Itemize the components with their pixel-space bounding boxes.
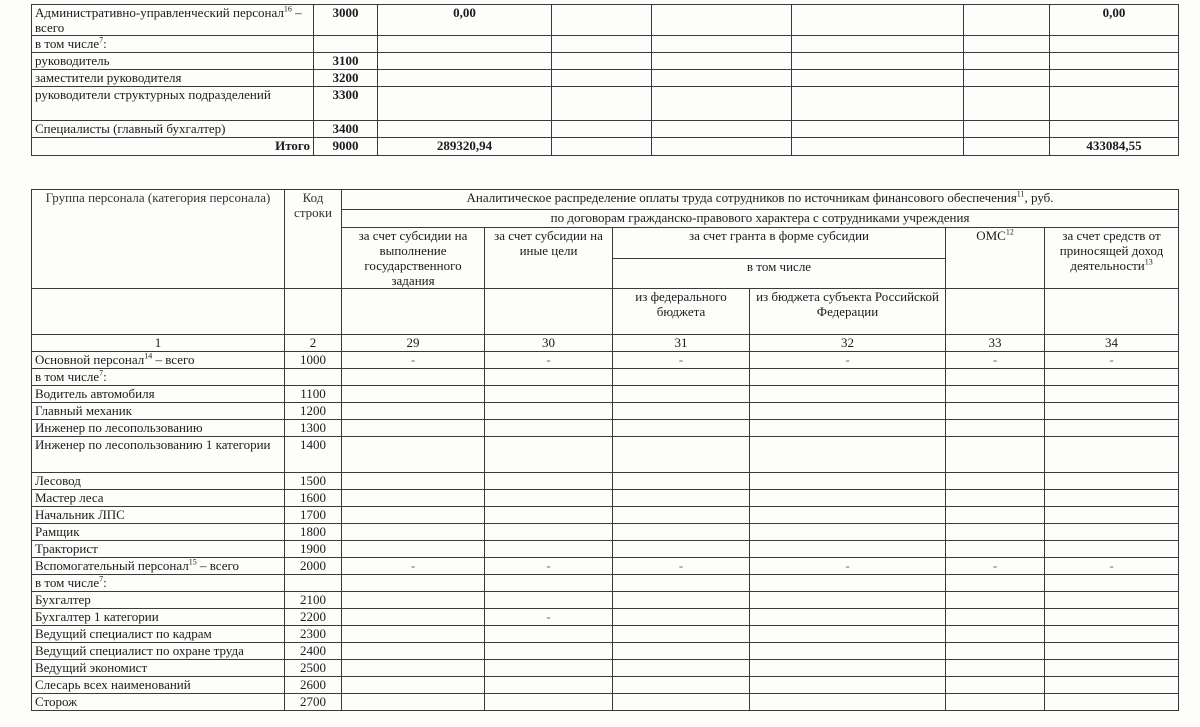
value-cell <box>750 369 946 386</box>
value-cell <box>378 121 552 138</box>
value-cell <box>485 626 613 643</box>
value-cell <box>946 677 1045 694</box>
value-cell <box>1045 677 1179 694</box>
row-label: в том числе$^7$: <box>32 36 314 53</box>
value-cell <box>750 507 946 524</box>
value-cell <box>342 609 485 626</box>
value-cell <box>613 575 750 592</box>
value-cell <box>552 138 652 156</box>
table-row <box>32 660 1179 677</box>
admin-table-row <box>32 121 1179 138</box>
row-code: 1900 <box>285 541 342 558</box>
value-cell <box>750 490 946 507</box>
value-cell <box>652 138 792 156</box>
row-code: 1300 <box>285 420 342 437</box>
value-cell <box>1050 70 1179 87</box>
value-cell <box>1045 437 1179 473</box>
value-cell <box>485 660 613 677</box>
header-including: в том числе <box>613 258 946 289</box>
value-cell <box>1050 53 1179 70</box>
table-row <box>32 575 1179 592</box>
value-cell: - <box>1045 558 1179 575</box>
value-cell <box>964 70 1050 87</box>
value-cell <box>485 473 613 490</box>
value-cell <box>613 592 750 609</box>
value-cell <box>342 541 485 558</box>
row-code: 3300 <box>314 87 378 121</box>
value-cell <box>1045 369 1179 386</box>
value-cell <box>964 87 1050 121</box>
column-number: 2 <box>285 335 342 352</box>
row-code: 2000 <box>285 558 342 575</box>
column-numbers-row <box>32 335 1179 352</box>
admin-table-row <box>32 5 1179 36</box>
value-cell <box>750 473 946 490</box>
value-cell: - <box>750 558 946 575</box>
table-row <box>32 386 1179 403</box>
value-cell <box>750 420 946 437</box>
row-code: 3100 <box>314 53 378 70</box>
value-cell <box>946 626 1045 643</box>
value-cell <box>964 5 1050 36</box>
value-cell <box>652 5 792 36</box>
value-cell <box>652 70 792 87</box>
value-cell <box>1045 609 1179 626</box>
value-cell <box>750 437 946 473</box>
row-code: 1700 <box>285 507 342 524</box>
value-cell <box>1050 121 1179 138</box>
value-cell <box>1045 541 1179 558</box>
row-label: Водитель автомобиля <box>32 386 285 403</box>
value-cell <box>1045 592 1179 609</box>
column-number: 34 <box>1045 335 1179 352</box>
value-cell <box>946 575 1045 592</box>
table-row <box>32 490 1179 507</box>
row-label: Слесарь всех наименований <box>32 677 285 694</box>
value-cell <box>485 369 613 386</box>
value-cell <box>342 592 485 609</box>
value-cell <box>1050 87 1179 121</box>
value-cell <box>485 643 613 660</box>
value-cell <box>1045 694 1179 711</box>
value-cell <box>1045 507 1179 524</box>
value-cell <box>750 575 946 592</box>
row-label: Главный механик <box>32 403 285 420</box>
row-label: заместители руководителя <box>32 70 314 87</box>
row-label: в том числе$^7$: <box>32 369 285 386</box>
row-label: руководитель <box>32 53 314 70</box>
value-cell <box>1045 626 1179 643</box>
value-cell <box>652 87 792 121</box>
value-cell <box>342 626 485 643</box>
admin-table-total-row <box>32 138 1179 156</box>
value-cell <box>485 403 613 420</box>
value-cell <box>652 36 792 53</box>
value-cell <box>1045 643 1179 660</box>
header-subsidy-state: за счет субсидии на выполнение государственного задания <box>342 228 485 289</box>
value-cell <box>750 524 946 541</box>
row-code: 3200 <box>314 70 378 87</box>
row-label: Начальник ЛПС <box>32 507 285 524</box>
row-code: 1200 <box>285 403 342 420</box>
row-code: 3000 <box>314 5 378 36</box>
value-cell: - <box>613 352 750 369</box>
value-cell <box>485 420 613 437</box>
value-cell <box>750 403 946 420</box>
value-cell <box>552 87 652 121</box>
value-cell <box>652 53 792 70</box>
admin-table-row <box>32 53 1179 70</box>
value-cell <box>946 694 1045 711</box>
row-code: 2300 <box>285 626 342 643</box>
value-cell <box>750 694 946 711</box>
value-cell <box>1050 36 1179 53</box>
admin-staff-table <box>31 4 1179 156</box>
row-code: 2400 <box>285 643 342 660</box>
column-number: 33 <box>946 335 1045 352</box>
value-cell <box>485 524 613 541</box>
value-cell <box>613 524 750 541</box>
admin-table-row <box>32 70 1179 87</box>
value-cell <box>964 36 1050 53</box>
value-cell <box>1045 420 1179 437</box>
value-cell <box>613 609 750 626</box>
value-cell <box>552 36 652 53</box>
value-cell <box>1045 575 1179 592</box>
value-cell <box>946 507 1045 524</box>
value-cell <box>1045 524 1179 541</box>
value-cell <box>792 70 964 87</box>
row-label: Ведущий экономист <box>32 660 285 677</box>
value-cell <box>946 420 1045 437</box>
row-code: 2600 <box>285 677 342 694</box>
value-cell <box>485 575 613 592</box>
value-cell <box>946 592 1045 609</box>
value-cell <box>792 121 964 138</box>
value-cell <box>792 138 964 156</box>
column-number: 32 <box>750 335 946 352</box>
value-cell <box>964 121 1050 138</box>
total-value: 433084,55 <box>1050 138 1179 156</box>
value-cell <box>792 53 964 70</box>
value-cell: 0,00 <box>378 5 552 36</box>
value-cell <box>342 420 485 437</box>
row-code: 2200 <box>285 609 342 626</box>
value-cell <box>342 694 485 711</box>
row-code: 2100 <box>285 592 342 609</box>
value-cell <box>750 660 946 677</box>
value-cell <box>342 524 485 541</box>
header-analytic: Аналитическое распределение оплаты труда сотрудников по источникам финансового обеспечения$^{11}$, руб. <box>342 190 1179 210</box>
value-cell: - <box>946 558 1045 575</box>
value-cell <box>946 369 1045 386</box>
row-label: Бухгалтер 1 категории <box>32 609 285 626</box>
value-cell <box>342 677 485 694</box>
value-cell <box>750 592 946 609</box>
total-code: 9000 <box>314 138 378 156</box>
row-code: 1500 <box>285 473 342 490</box>
value-cell: - <box>1045 352 1179 369</box>
value-cell <box>613 490 750 507</box>
value-cell <box>1045 660 1179 677</box>
value-cell <box>342 507 485 524</box>
table-row <box>32 694 1179 711</box>
value-cell: 0,00 <box>1050 5 1179 36</box>
row-label: Ведущий специалист по кадрам <box>32 626 285 643</box>
table-row <box>32 677 1179 694</box>
value-cell <box>485 490 613 507</box>
value-cell <box>613 694 750 711</box>
value-cell <box>552 53 652 70</box>
row-code: 1400 <box>285 437 342 473</box>
value-cell: - <box>485 609 613 626</box>
value-cell <box>613 643 750 660</box>
header-code: Код строки <box>285 190 342 289</box>
value-cell <box>342 643 485 660</box>
row-code <box>285 575 342 592</box>
admin-table-row <box>32 36 1179 53</box>
value-cell <box>1045 386 1179 403</box>
table-row <box>32 437 1179 473</box>
row-label: Ведущий специалист по охране труда <box>32 643 285 660</box>
value-cell <box>613 403 750 420</box>
table-row <box>32 643 1179 660</box>
value-cell <box>342 386 485 403</box>
value-cell <box>792 5 964 36</box>
value-cell <box>792 87 964 121</box>
table-row <box>32 558 1179 575</box>
row-code <box>314 36 378 53</box>
table-row <box>32 473 1179 490</box>
header-contracts: по договорам гражданско-правового характера с сотрудниками учреждения <box>342 210 1179 228</box>
row-label: Бухгалтер <box>32 592 285 609</box>
header-group: Группа персонала (категория персонала) <box>32 190 285 289</box>
table-row <box>32 403 1179 420</box>
row-code: 1000 <box>285 352 342 369</box>
value-cell <box>342 490 485 507</box>
table-row <box>32 609 1179 626</box>
value-cell <box>613 437 750 473</box>
value-cell <box>552 5 652 36</box>
table-row <box>32 420 1179 437</box>
row-code: 2700 <box>285 694 342 711</box>
value-cell <box>342 369 485 386</box>
value-cell <box>378 87 552 121</box>
value-cell <box>378 70 552 87</box>
row-label: Инженер по лесопользованию 1 категории <box>32 437 285 473</box>
header-income: за счет средств от приносящей доход деятельности$^{13}$ <box>1045 228 1179 289</box>
value-cell: - <box>613 558 750 575</box>
value-cell <box>946 403 1045 420</box>
header-grant: за счет гранта в форме субсидии <box>613 228 946 259</box>
value-cell <box>485 437 613 473</box>
table-row <box>32 592 1179 609</box>
value-cell <box>342 403 485 420</box>
value-cell <box>485 507 613 524</box>
value-cell <box>613 677 750 694</box>
row-code: 1600 <box>285 490 342 507</box>
total-value: 289320,94 <box>378 138 552 156</box>
value-cell <box>342 473 485 490</box>
column-number: 29 <box>342 335 485 352</box>
row-code: 2500 <box>285 660 342 677</box>
value-cell <box>378 36 552 53</box>
value-cell <box>485 386 613 403</box>
value-cell <box>342 437 485 473</box>
value-cell <box>792 36 964 53</box>
row-label: Лесовод <box>32 473 285 490</box>
value-cell <box>750 541 946 558</box>
value-cell <box>485 694 613 711</box>
column-number: 30 <box>485 335 613 352</box>
value-cell <box>750 677 946 694</box>
row-label: Тракторист <box>32 541 285 558</box>
value-cell <box>946 609 1045 626</box>
row-label: Мастер леса <box>32 490 285 507</box>
value-cell <box>946 524 1045 541</box>
value-cell <box>1045 473 1179 490</box>
value-cell <box>1045 490 1179 507</box>
value-cell <box>1045 403 1179 420</box>
value-cell <box>946 541 1045 558</box>
staff-payment-distribution-table <box>31 189 1179 711</box>
table-row <box>32 369 1179 386</box>
row-label: в том числе$^7$: <box>32 575 285 592</box>
row-label: Административно-управленческий персонал$^{16}$ – всего <box>32 5 314 36</box>
row-code: 1100 <box>285 386 342 403</box>
value-cell <box>552 70 652 87</box>
value-cell <box>750 626 946 643</box>
value-cell <box>946 643 1045 660</box>
value-cell <box>750 643 946 660</box>
value-cell <box>552 121 652 138</box>
row-label: Инженер по лесопользованию <box>32 420 285 437</box>
table-row <box>32 507 1179 524</box>
row-label: Основной персонал$^{14}$ – всего <box>32 352 285 369</box>
value-cell <box>485 592 613 609</box>
row-label: Вспомогательный персонал$^{15}$ – всего <box>32 558 285 575</box>
value-cell: - <box>750 352 946 369</box>
value-cell <box>613 660 750 677</box>
value-cell <box>485 541 613 558</box>
header-federal: из федерального бюджета <box>613 289 750 335</box>
value-cell <box>342 575 485 592</box>
row-code <box>285 369 342 386</box>
value-cell <box>964 138 1050 156</box>
value-cell <box>750 609 946 626</box>
row-code: 3400 <box>314 121 378 138</box>
value-cell <box>750 386 946 403</box>
column-number: 31 <box>613 335 750 352</box>
header-regional: из бюджета субъекта Российской Федерации <box>750 289 946 335</box>
value-cell: - <box>485 352 613 369</box>
value-cell <box>613 386 750 403</box>
admin-table-row <box>32 87 1179 121</box>
total-label: Итого <box>32 138 314 156</box>
value-cell <box>485 677 613 694</box>
header-oms: ОМС$^{12}$ <box>946 228 1045 289</box>
table-row <box>32 524 1179 541</box>
table-row <box>32 541 1179 558</box>
value-cell <box>613 473 750 490</box>
value-cell <box>378 53 552 70</box>
value-cell: - <box>946 352 1045 369</box>
value-cell <box>613 369 750 386</box>
value-cell: - <box>485 558 613 575</box>
value-cell <box>342 660 485 677</box>
row-label: Рамщик <box>32 524 285 541</box>
value-cell: - <box>342 558 485 575</box>
row-label: руководители структурных подразделений <box>32 87 314 121</box>
header-subsidy-other: за счет субсидии на иные цели <box>485 228 613 289</box>
row-label: Сторож <box>32 694 285 711</box>
value-cell <box>613 541 750 558</box>
table-row <box>32 352 1179 369</box>
column-number: 1 <box>32 335 285 352</box>
value-cell <box>946 490 1045 507</box>
table-row <box>32 626 1179 643</box>
value-cell: - <box>342 352 485 369</box>
value-cell <box>613 507 750 524</box>
value-cell <box>964 53 1050 70</box>
row-label: Специалисты (главный бухгалтер) <box>32 121 314 138</box>
value-cell <box>613 420 750 437</box>
value-cell <box>946 473 1045 490</box>
value-cell <box>946 660 1045 677</box>
value-cell <box>946 386 1045 403</box>
value-cell <box>613 626 750 643</box>
value-cell <box>652 121 792 138</box>
row-code: 1800 <box>285 524 342 541</box>
value-cell <box>946 437 1045 473</box>
